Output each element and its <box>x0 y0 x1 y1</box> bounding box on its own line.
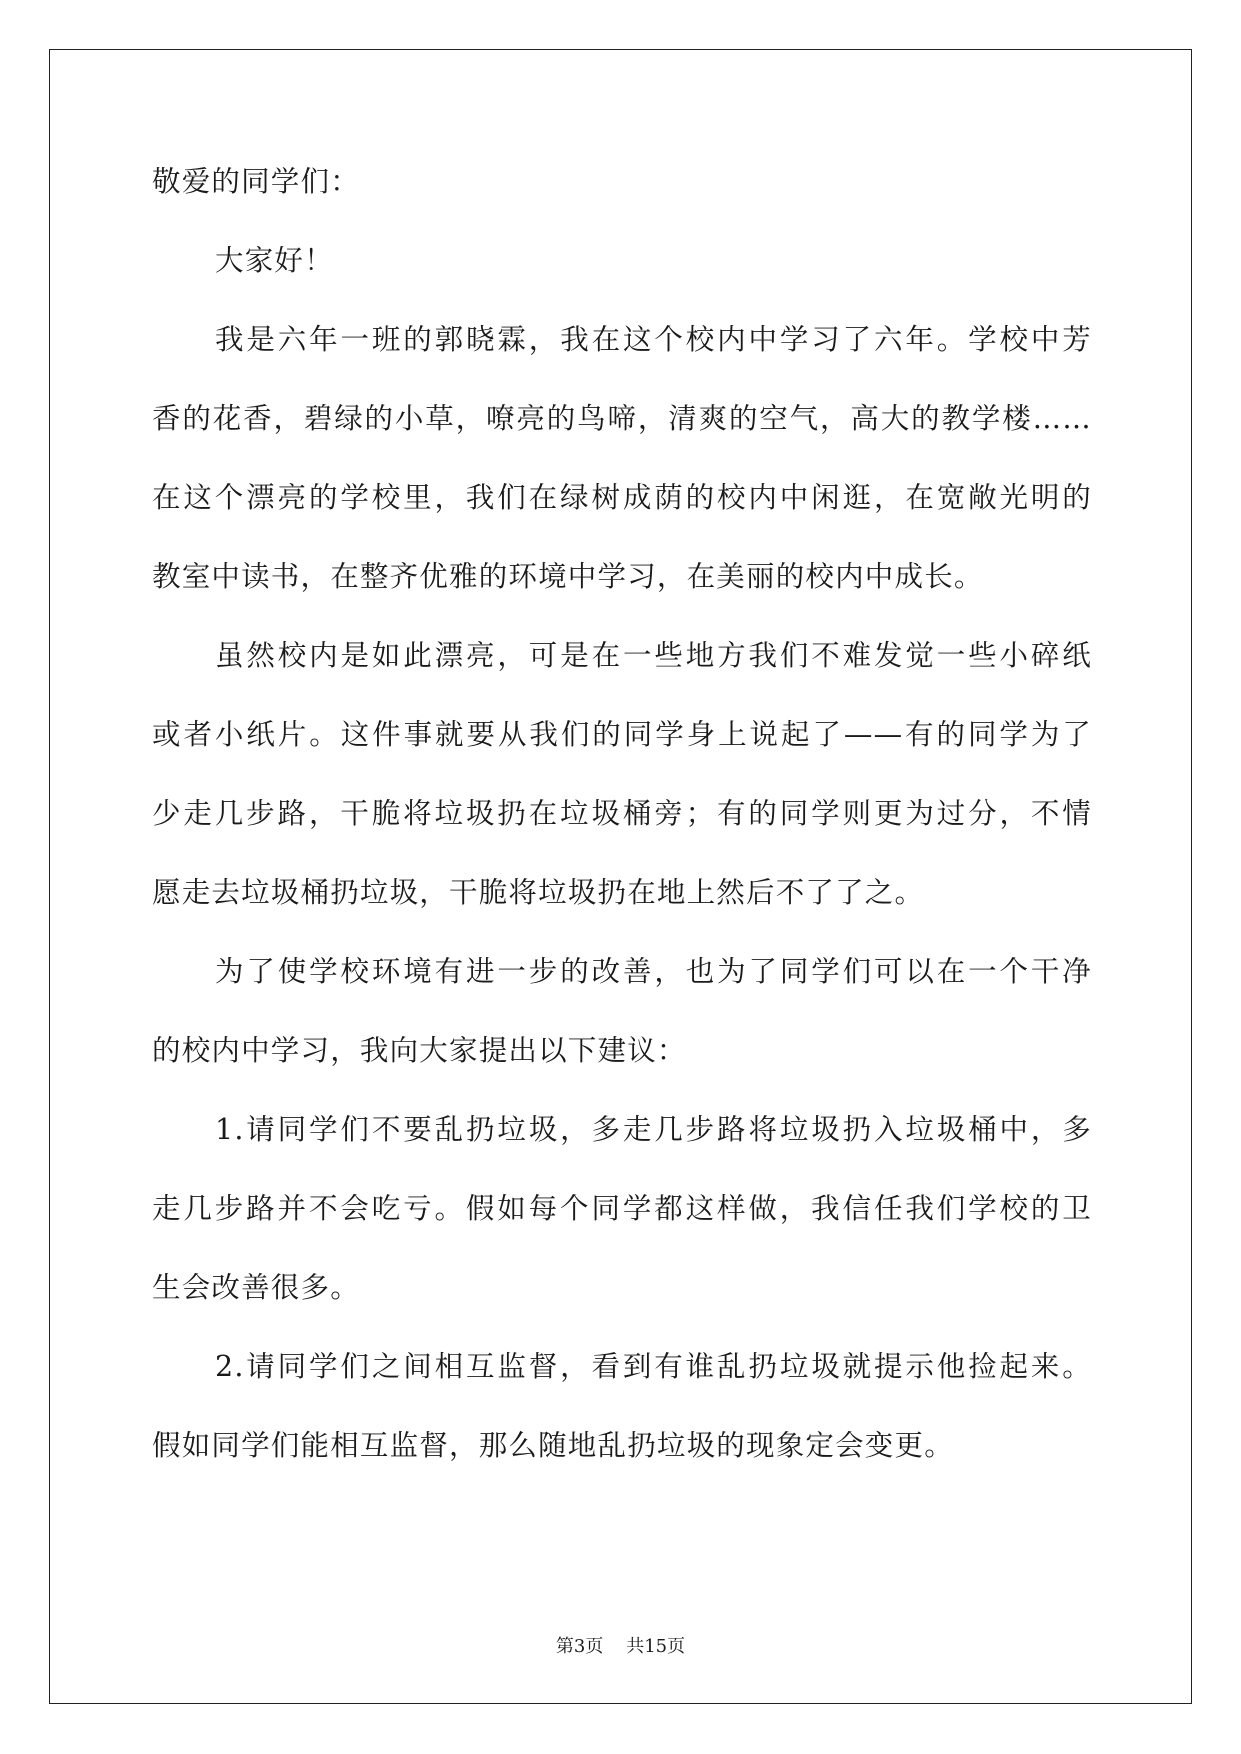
paragraph-line: 在这个漂亮的学校里，我们在绿树成荫的校内中闲逛，在宽敞光明的 <box>152 481 1092 514</box>
page-footer <box>0 1632 1241 1658</box>
paragraph-line: 我是六年一班的郭晓霖，我在这个校内中学习了六年。学校中芳 <box>215 323 1092 356</box>
document-body <box>152 162 1092 1505</box>
paragraph-line: 为了使学校环境有进一步的改善，也为了同学们可以在一个干净 <box>215 955 1092 988</box>
page-total: 共15页 <box>626 1636 686 1657</box>
paragraph-line: 教室中读书，在整齐优雅的环境中学习，在美丽的校内中成长。 <box>152 560 984 593</box>
paragraph-line: 香的花香，碧绿的小草，嘹亮的鸟啼，清爽的空气，高大的教学楼…… <box>152 402 1092 435</box>
page-number: 第3页 <box>555 1636 604 1657</box>
paragraph-line: 或者小纸片。这件事就要从我们的同学身上说起了——有的同学为了 <box>152 718 1092 751</box>
paragraph-line: 虽然校内是如此漂亮，可是在一些地方我们不难发觉一些小碎纸 <box>215 639 1092 672</box>
suggestion-1-line: 1.请同学们不要乱扔垃圾，多走几步路将垃圾扔入垃圾桶中，多 <box>215 1113 1092 1146</box>
salutation: 敬爱的同学们： <box>152 165 360 198</box>
paragraph-line: 的校内中学习，我向大家提出以下建议： <box>152 1034 687 1067</box>
suggestion-2-line: 假如同学们能相互监督，那么随地乱扔垃圾的现象定会变更。 <box>152 1429 954 1462</box>
suggestion-2-line: 2.请同学们之间相互监督，看到有谁乱扔垃圾就提示他捡起来。 <box>215 1350 1092 1383</box>
paragraph-line: 愿走去垃圾桶扔垃圾，干脆将垃圾扔在地上然后不了了之。 <box>152 876 925 909</box>
suggestion-1-line: 生会改善很多。 <box>152 1271 360 1304</box>
suggestion-1-line: 走几步路并不会吃亏。假如每个同学都这样做，我信任我们学校的卫 <box>152 1192 1092 1225</box>
greeting: 大家好！ <box>215 244 334 277</box>
paragraph-line: 少走几步路，干脆将垃圾扔在垃圾桶旁；有的同学则更为过分，不情 <box>152 797 1092 830</box>
